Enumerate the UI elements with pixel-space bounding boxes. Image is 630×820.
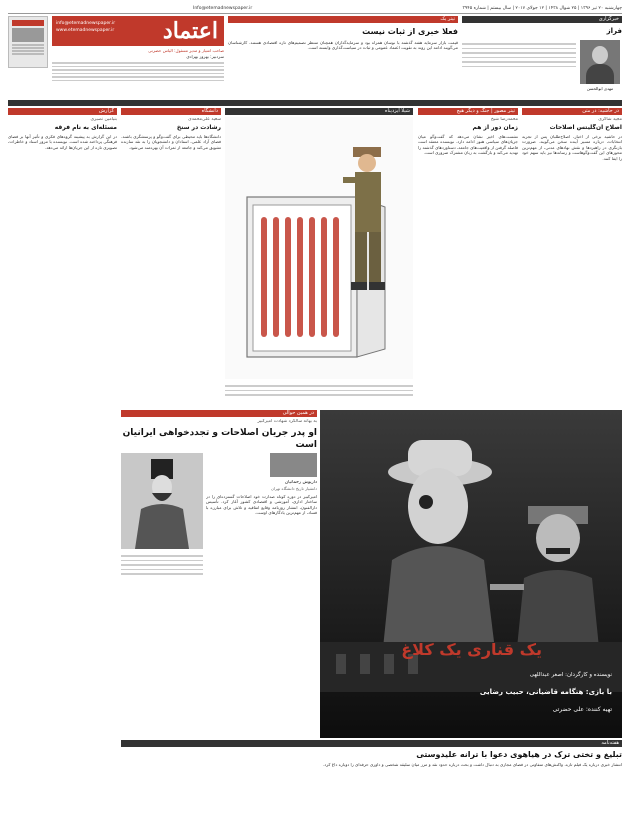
column2-header: تیتر مصور | جنگ و دیگر هیچ [418, 108, 518, 115]
movie-poster [320, 410, 622, 738]
lead-header: تیتر یک [228, 16, 458, 23]
history-header: در همین حوالی [121, 410, 317, 417]
address-line-1: info@etemadnewspaper.ir [56, 21, 116, 26]
portrait-photo [121, 453, 203, 549]
bottom-title: تبلیغ و تختی ترک در هیاهوی دعوا با ترانه علیدوستی [416, 750, 622, 759]
column3-body: دانشگاه‌ها باید محیطی برای گفت‌وگو و پرسشگری باشند. فضای آزاد علمی، استادان و دانشجویان را به نقد سازنده تشویق می‌کند و جامعه از ثمرات آن بهره‌مند می‌شود. [121, 134, 221, 150]
column2-author: محمدرضا شیخ [490, 117, 518, 122]
opinion-header: در حاشیه: در متن [522, 108, 622, 115]
poster-writer: نویسنده و کارگردان: اصغر عبداللهی [529, 672, 612, 678]
lead-title: فعلا خبری از ثبات نیست [362, 27, 458, 36]
lead-body: قیمت بازار سرمایه هفته گذشته با نوسان همراه بود و سرمایه‌گذاران همچنان منتظر تصمیم‌های تازه اقتصادی هستند. کارشناسان می‌گویند ادامه این روند به تقویت اعتماد عمومی و ثبات در سیاست‌گذاری وابسته است. [228, 40, 458, 51]
cartoon-header: شیلا ایزدپناه [225, 108, 413, 115]
column4-subtitle: مسئله‌ای به نام فرقه [54, 124, 117, 131]
cartoon-illustration [225, 117, 413, 379]
bottom-header: هفته‌نامه [121, 740, 622, 747]
history-body: امیرکبیر در دوره کوتاه صدارت خود اصلاحات گسترده‌ای را در ساختار اداری، آموزشی و اقتصادی کشور آغاز کرد. تأسیس دارالفنون، انتشار روزنامه وقایع اتفاقیه و تلاش برای مبارزه با فساد، از مهم‌ترین یادگارهای اوست. [206, 494, 317, 516]
licensee: صاحب امتیاز و مدیر مسئول: الیاس حضرتی [148, 48, 224, 53]
front-page-thumbnail [8, 16, 48, 68]
column4-header: گزارش [8, 108, 117, 115]
resignation-title: فراز [606, 27, 622, 35]
resignation-author: مهدی ابوالحسن [586, 86, 614, 91]
email-link[interactable]: Info@etemadnewspaper.ir [193, 6, 253, 11]
opinion-author: مجید شاکری [598, 117, 622, 122]
column2-body: نشست‌های اخیر نشان می‌دهد که گفت‌وگو میان جریان‌های سیاسی هنوز ادامه دارد. نویسنده معتقد است فاصله گرفتن از واقعیت‌های جامعه، دستاوردهای گذشته را تهدید می‌کند و بازگشت به زبان مشترک ضروری است. [418, 134, 518, 156]
history-intro: به بهانه سالگرد شهادت امیرکبیر [257, 419, 317, 424]
fridge-soldier-cartoon [225, 117, 413, 379]
history-author-role: دانشیار تاریخ دانشگاه تهران [270, 486, 317, 491]
dateline: چهارشنبه ۲۰ تیر ۱۳۹۶ | ۲۵ شوال ۱۴۳۸ | ۱۲ جولای ۲۰۱۷ | سال بیستم | شماره ۳۹۴۵ [462, 6, 622, 11]
column3-subtitle: رشادت در سنخ [176, 124, 221, 131]
opinion-body: در حاشیه برخی از اخبار، اصلاح‌طلبان پس از تجربه انتخابات، درباره مسیر آینده سخن می‌گویند. ضرورت بازنگری در راهبردها و نقش نهادهای مدنی، از مهم‌ترین محورهای این گفت‌وگوهاست و رسانه‌ها نیز باید سهم خود را ایفا کنند. [522, 134, 622, 161]
opinion-subtitle: اصلاح آن‌گلیتس اصلاحات [549, 124, 622, 131]
newspaper-logo: اعتماد [162, 18, 218, 44]
masthead-staff [52, 48, 224, 98]
dateline-bar [8, 4, 622, 13]
poster-producer: تهیه کننده: علی حضرتی [552, 706, 612, 713]
column3-header: دانشگاه [121, 108, 221, 115]
poster-title: یک قناری یک کلاغ [401, 640, 542, 659]
amirkabir-portrait [121, 453, 203, 549]
resignation-body-lines [462, 40, 576, 90]
column3-author: سعید علی‌محمدی [188, 117, 221, 122]
masthead-divider [8, 13, 622, 14]
logo-block [52, 16, 224, 46]
history-title: او پدر جریان اصلاحات و تجددخواهی ایرانیان است [122, 428, 317, 450]
column4-body: در این گزارش به پیشینه گروه‌های فکری و تأثیر آنها بر فضای فرهنگی پرداخته شده است. نویسنده با مرور اسناد و خاطرات، تصویری تازه از این جریان‌ها ارائه می‌دهد. [8, 134, 117, 150]
history-author: داریوش رحمانیان [284, 480, 317, 485]
bottom-body: انتشار خبری درباره یک فیلم تازه، واکنش‌های متفاوتی در فضای مجازی به دنبال داشت و بحث درباره حدود نقد و مرز میان سلیقه شخصی و داوری حرفه‌ای را دوباره داغ کرد. [322, 762, 622, 767]
author-photo [580, 40, 620, 84]
column2-subtitle: زمان دور از هم [472, 124, 518, 131]
resignation-header: خبرگزاری [462, 16, 622, 23]
address-line-2: www.etemadnewspaper.ir [56, 28, 115, 33]
history-side-lines [121, 552, 203, 734]
cartoon-caption-lines [225, 382, 413, 404]
author-thumbnail [270, 453, 317, 477]
separator-bar [8, 100, 622, 106]
editor: سردبیر: بهروز بهزادی [186, 54, 224, 59]
poster-cast: با بازی: هنگامه قاضیانی، حبیب رضایی [479, 688, 612, 696]
column4-author: بنیامین نصیری [90, 117, 117, 122]
